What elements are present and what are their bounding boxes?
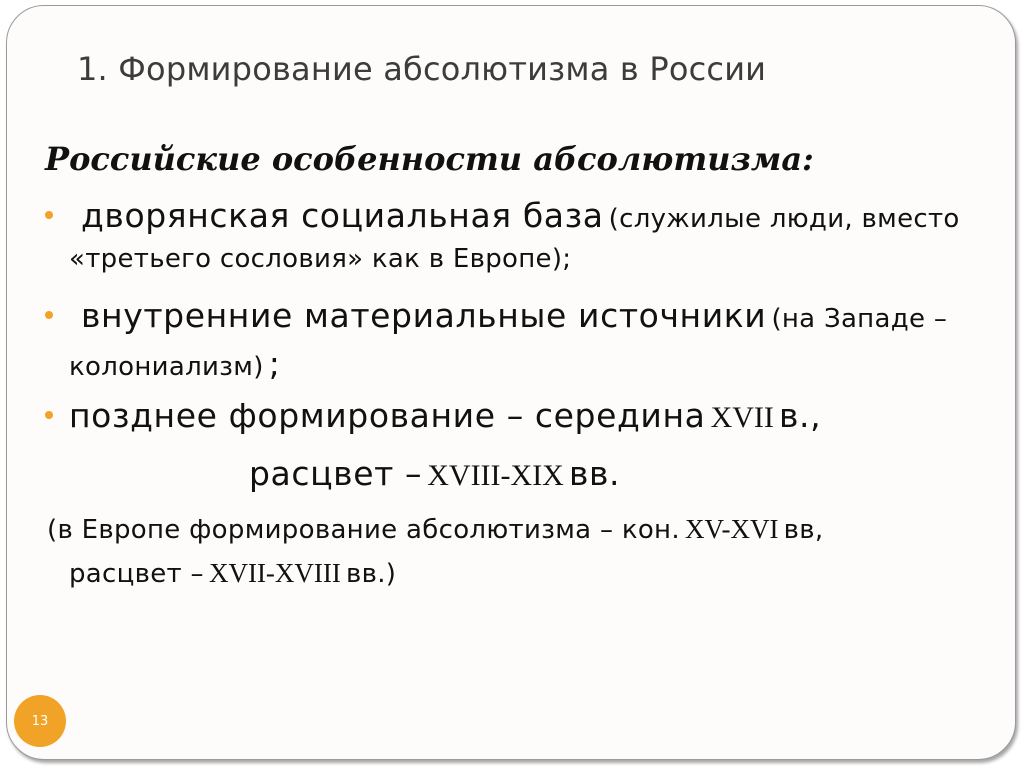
- bullet-2-line-1: [81, 296, 947, 335]
- note-line-1-a: (в Европе формирование абсолютизма – кон.: [47, 515, 680, 545]
- note-line-2-b: вв.): [346, 559, 397, 589]
- bullet-3-roman-1: XVII: [710, 401, 774, 434]
- bullet-1-line-2: «третьего сословия» как в Европе);: [69, 244, 572, 274]
- bullet-3-line2-1: расцвет –: [249, 454, 423, 493]
- bullet-2-main: внутренние материальные источники: [81, 296, 767, 335]
- bullet-2-detail: (на Западе –: [771, 304, 948, 334]
- bullet-2-semicolon: ;: [268, 344, 281, 383]
- bullet-3-main-2: в.,: [778, 396, 822, 435]
- note-line-1-roman: XV-XVI: [685, 514, 779, 544]
- bullet-3-line2-2: вв.: [568, 454, 621, 493]
- bullet-2-detail-2: колониализм): [69, 352, 264, 382]
- bullet-dot-icon: [45, 211, 53, 219]
- slide-subtitle: Российские особенности абсолютизма:: [45, 140, 814, 178]
- bullet-3-line-2: [249, 454, 620, 493]
- bullet-1-detail: (служилые люди, вместо: [608, 204, 960, 234]
- page-number-badge: 13: [14, 695, 66, 747]
- slide-frame: [6, 5, 1016, 760]
- note-line-1-b: вв,: [783, 515, 824, 545]
- bullet-dot-icon: [45, 311, 53, 319]
- bullet-3-roman-2: XVIII-XIX: [427, 459, 564, 492]
- note-line-2: [69, 558, 396, 589]
- bullet-1-line-1: [81, 196, 960, 235]
- bullet-3-main-1: позднее формирование – середина: [69, 396, 706, 435]
- bullet-dot-icon: [45, 411, 53, 419]
- note-line-2-roman: XVII-XVIII: [208, 558, 341, 588]
- slide-title: 1. Формирование абсолютизма в России: [77, 50, 767, 88]
- note-line-1: [47, 514, 823, 545]
- bullet-3-line-1: [69, 396, 821, 435]
- bullet-1-main: дворянская социальная база: [81, 196, 604, 235]
- bullet-2-line-2: [69, 344, 280, 383]
- note-line-2-a: расцвет –: [69, 559, 204, 589]
